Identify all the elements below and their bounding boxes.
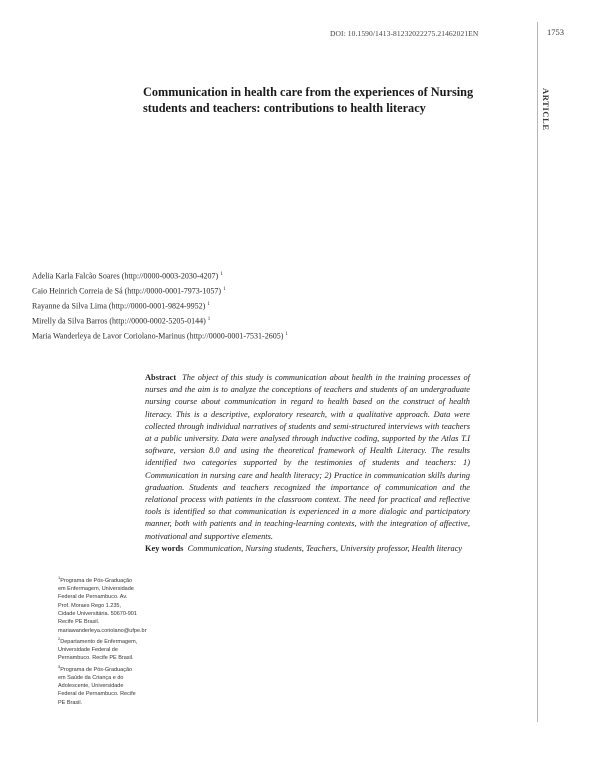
margin-rule — [537, 22, 538, 722]
article-title: Communication in health care from the experiences of Nursing students and teachers: contributions to health literacy — [143, 85, 474, 115]
author-affil-mark: 1 — [207, 301, 210, 307]
doi-line: DOI: 10.1590/1413-81232022275.21462021EN — [330, 29, 479, 38]
keywords-paragraph — [145, 543, 470, 555]
author-entry — [32, 328, 502, 343]
author-affil-mark: 1 — [220, 272, 223, 277]
abstract-paragraph — [145, 372, 470, 543]
abstract-label: Abstract — [145, 373, 177, 382]
affiliation-entry — [58, 663, 138, 707]
author-entry — [32, 268, 502, 283]
author-affil-mark: 1 — [285, 331, 288, 337]
author-entry — [32, 313, 502, 328]
keywords-label: Key words — [145, 543, 184, 553]
author-name: Caio Heinrich Correia de Sá (http://0000-0001-7973-1057) — [32, 286, 222, 296]
affiliation-text: Departamento de Enfermagem, Universidade Federal de Pernambuco. Recife PE Brasil. — [58, 638, 138, 662]
author-list — [32, 268, 502, 343]
author-name: Rayanne da Silva Lima (http://0000-0001-9824-9952) — [32, 301, 206, 311]
section-label: ARTICLE — [541, 88, 551, 131]
affiliation-text: Programa de Pós-Graduação em Saúde da Criança e do Adolescente, Universidade Federal de Pernambuco. Recife PE Brasil. — [58, 666, 136, 706]
affiliation-mark: 2 — [58, 635, 61, 641]
author-entry — [32, 283, 502, 298]
author-affil-mark: 1 — [207, 316, 211, 322]
affiliation-entry — [58, 574, 147, 635]
author-affil-mark: 1 — [223, 286, 226, 292]
affiliations — [58, 574, 147, 707]
author-name: Maria Wanderleya de Lavor Coriolano-Marinus (http://0000-0001-7531-2605) — [32, 331, 284, 341]
abstract-block — [145, 372, 470, 555]
affiliation-entry — [58, 635, 138, 663]
page-number: 1753 — [547, 27, 564, 37]
abstract-text: The object of this study is communication about health in the training processes of nurses and the aim is to analyze the conceptions of teachers and students of an undergraduate nursing course about communication in regard to health based on the construct of health literacy. This is a descriptive, exploratory research, with a qualitative approach. Data were collected through individual narratives of students and semi-structured interviews with teachers at a public university. Data were analysed through inductive coding, supported by the Atlas T.I software, version 8.0 and using the theoretical framework of Health Literacy. The results identified two categories supported by the testimonies of students and teachers: 1) Communication in nursing care and health literacy; 2) Practice in communication skills during graduation. Students and teachers recognized the importance of communication and the relational process with patients in the classroom context. The need for practical and reflective tools is identified so that communication is experienced in a more dialogic and participatory manner, both with patients and in teaching-learning contexts, with the integration of affective, motivational and supportive elements. — [145, 373, 470, 541]
affiliation-mark: 3 — [58, 663, 61, 669]
author-entry — [32, 298, 502, 313]
affiliation-mark: 1 — [58, 575, 61, 580]
keywords-text: Communication, Nursing students, Teachers, University professor, Health literacy — [187, 543, 463, 553]
author-name: Adelia Karla Falcão Soares (http://0000-0003-2030-4207) — [32, 271, 219, 281]
author-name: Mirelly da Silva Barros (http://0000-0002-5205-0144) — [32, 316, 206, 326]
affiliation-text: Programa de Pós-Graduação em Enfermagem, Universidade Federal de Pernambuco. Av. Prof. Moraes Rego 1.235, Cidade Universitária. 50670-901 Recife PE Brasil. mariawanderleya.coriolano@ufpe.br — [58, 577, 147, 634]
